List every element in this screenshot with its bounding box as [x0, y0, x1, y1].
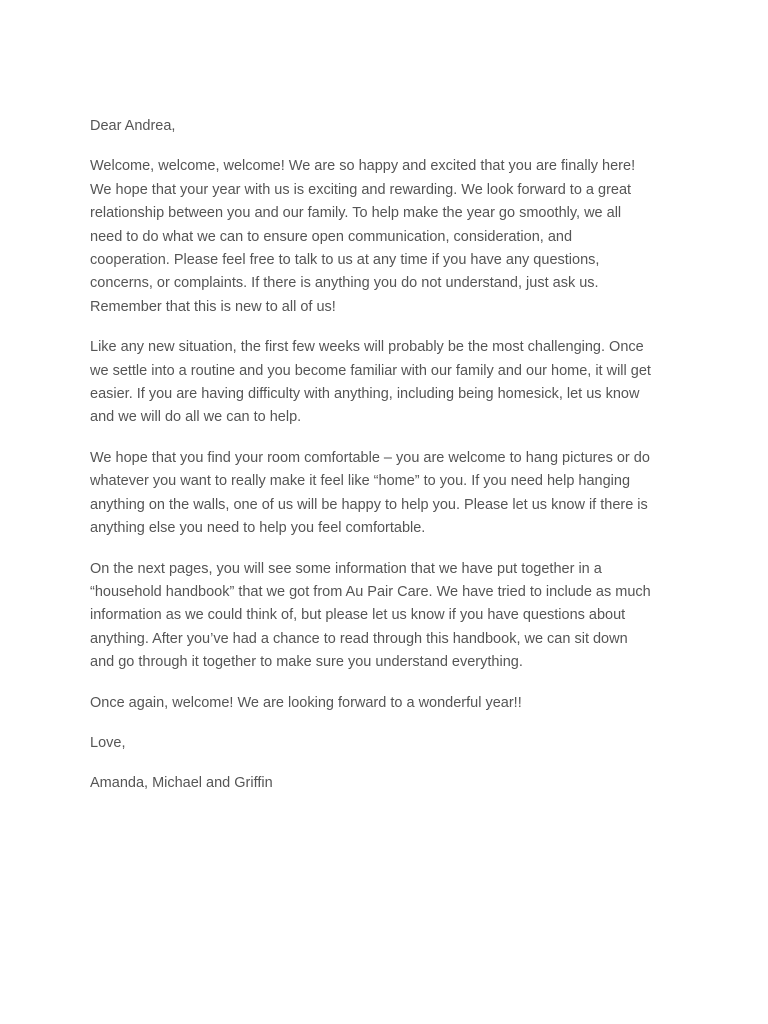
letter-page [90, 115, 690, 796]
letter-paragraph-welcome: Welcome, welcome, welcome! We are so happy and excited that you are finally here! We hope that your year with us is exciting and rewarding. We look forward to a great relationship between you and our family. To help make the year go smoothly, we all need to do what we can to ensure open communication, consideration, and cooperation. Please feel free to talk to us at any time if you have any questions, concerns, or complaints. If there is anything you do not understand, just ask us. Remember that this is new to all of us! [90, 158, 636, 315]
letter-closing: Love, [90, 734, 126, 751]
letter-paragraph-handbook: On the next pages, you will see some information that we have put together in a “household handbook” that we got from Au Pair Care. We have tried to include as much information as we could think of, but please let us know if you have questions about anything. After you’ve had a chance to read through this handbook, we can sit down and go through it together to make sure you understand everything. [90, 560, 651, 671]
letter-paragraph-once-again: Once again, welcome! We are looking forward to a wonderful year!! [90, 694, 522, 711]
letter-signature: Amanda, Michael and Griffin [90, 775, 273, 792]
letter-paragraph-room: We hope that you find your room comfortable – you are welcome to hang pictures or do whatever you want to really make it feel like “home” to you. If you need help hanging anything on the walls, one of us will be happy to help you. Please let us know if there is anything else you need to help you feel comfortable. [90, 449, 650, 537]
letter-salutation: Dear Andrea, [90, 118, 176, 134]
letter-paragraph-first-weeks: Like any new situation, the first few weeks will probably be the most challenging. Once we settle into a routine and you become familiar with our family and our home, it will get easier. If you are having difficulty with anything, including being homesick, let us know and we will do all we can to help. [90, 339, 651, 426]
